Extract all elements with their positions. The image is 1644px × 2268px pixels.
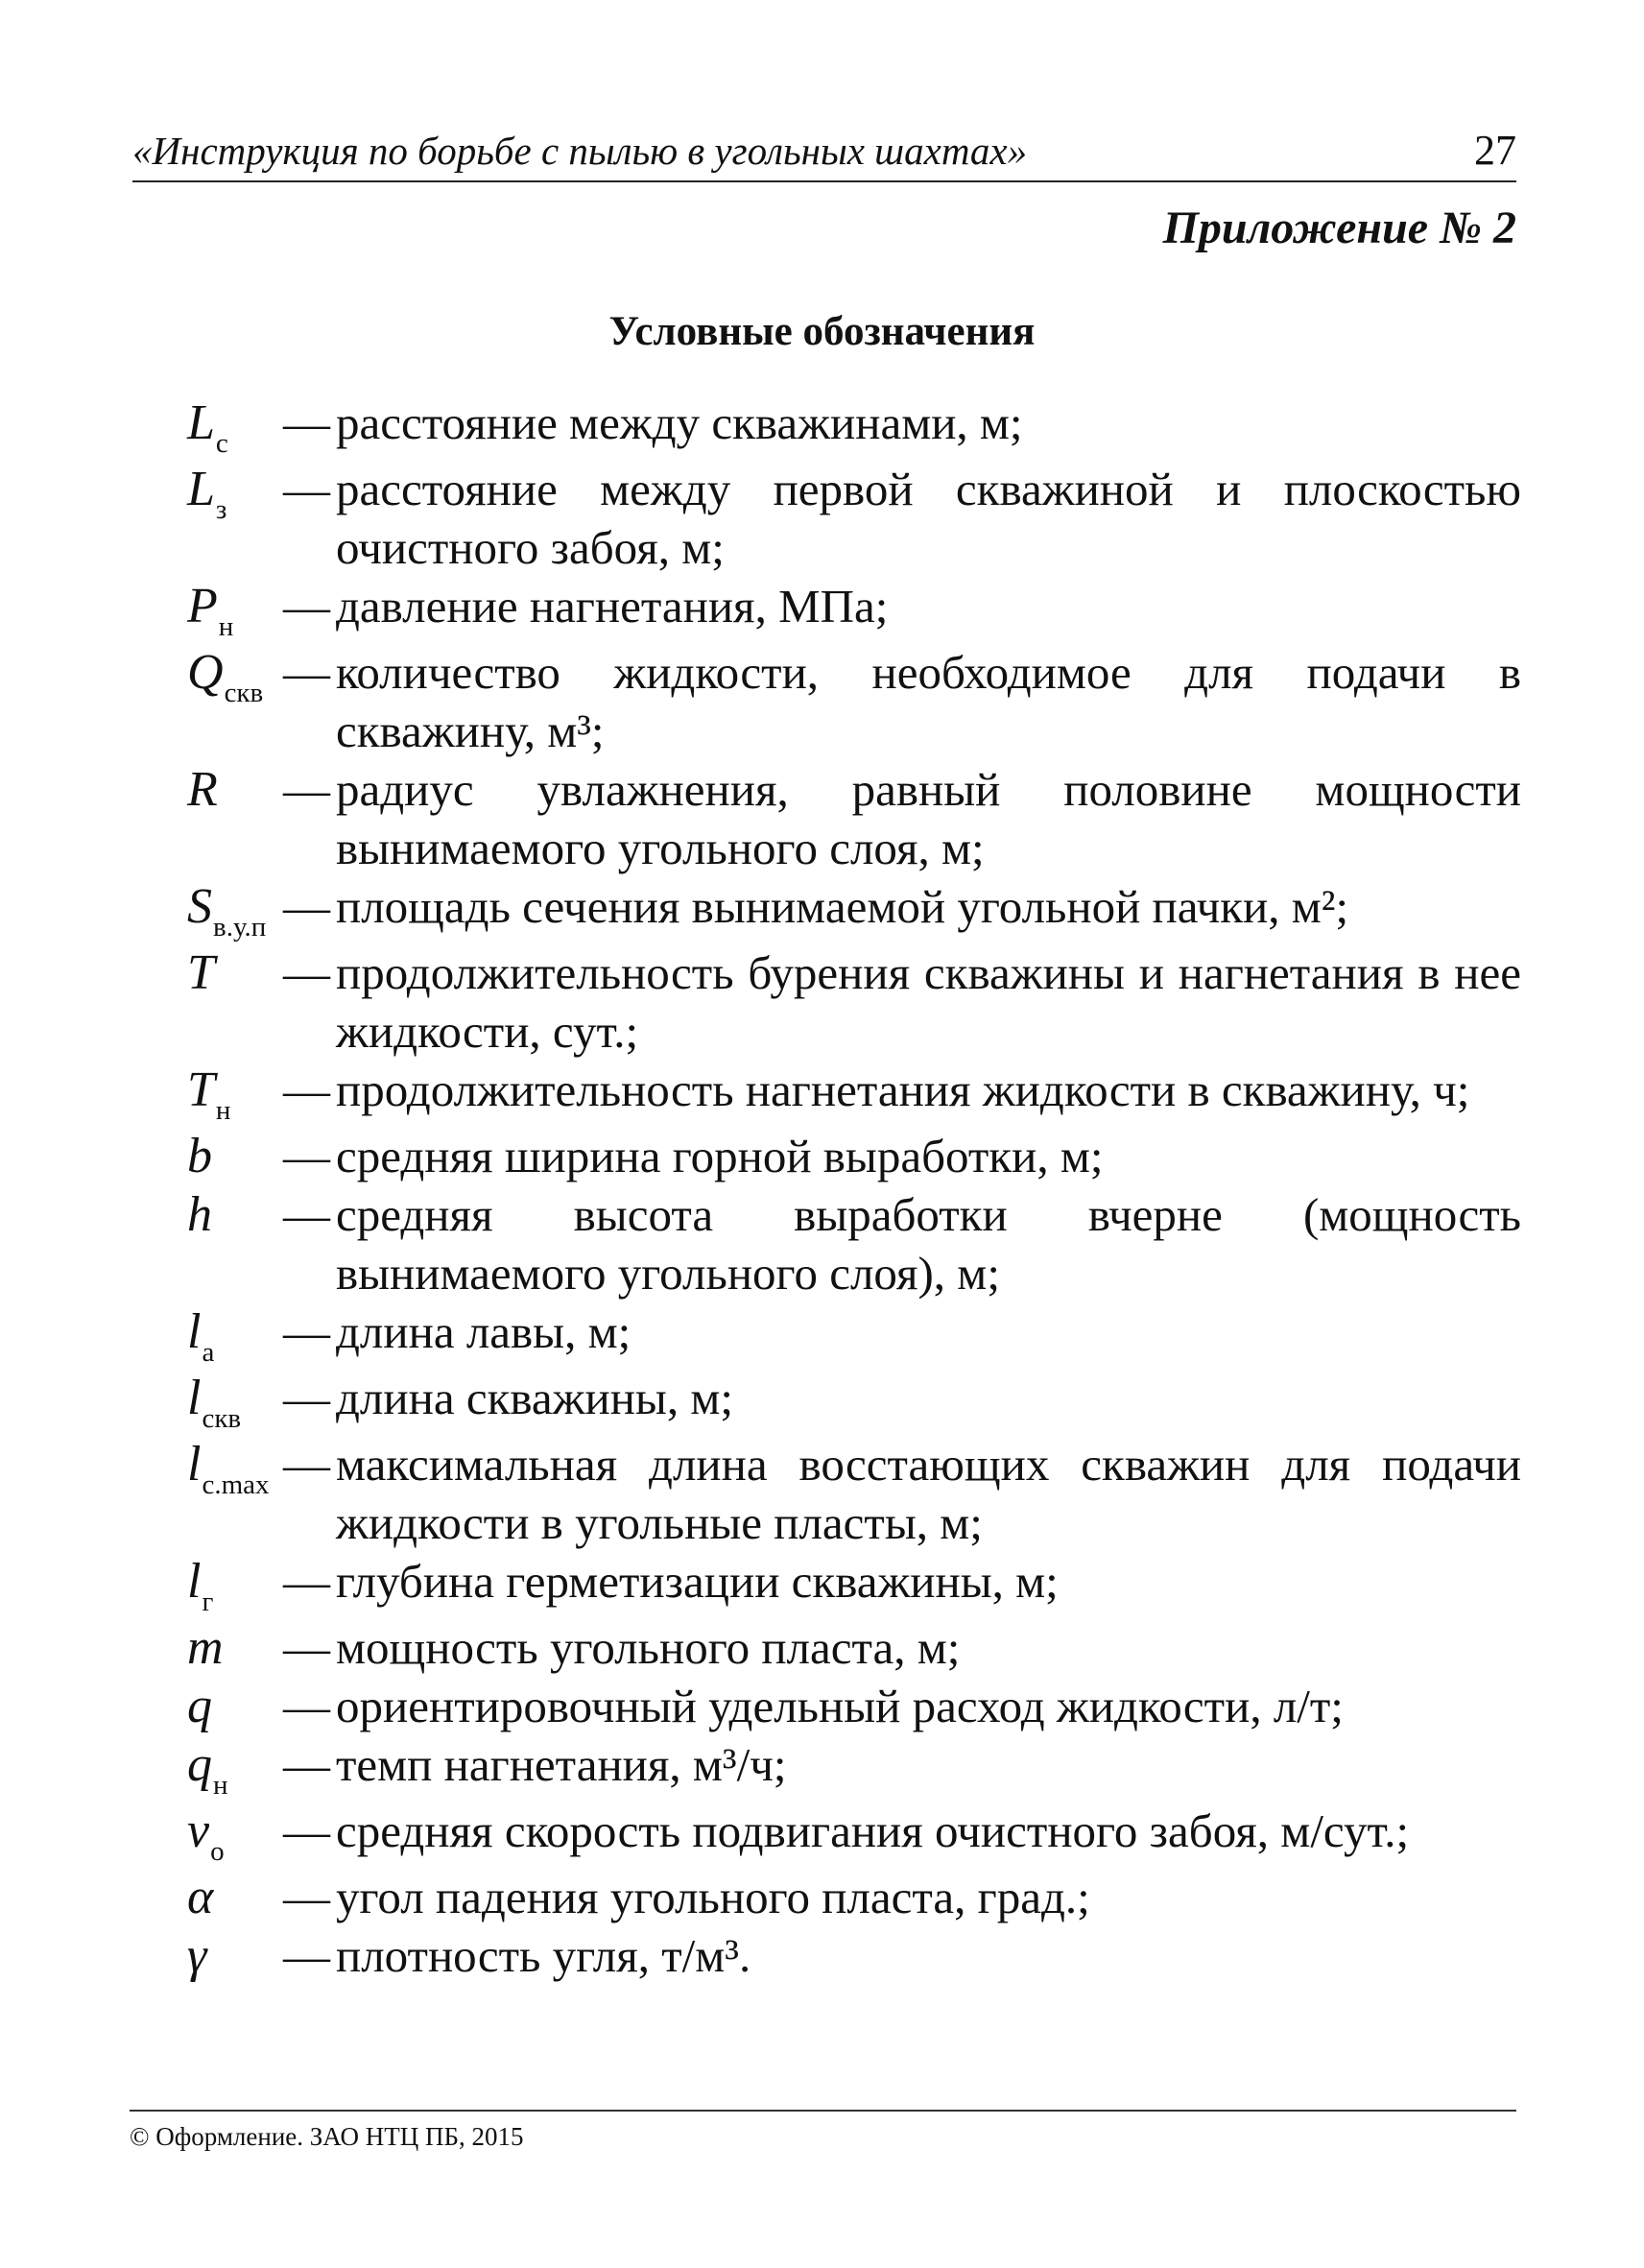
- legend-description: угол падения угольного пласта, град.;: [336, 1871, 1090, 1923]
- em-dash: —: [283, 880, 330, 933]
- symbol-subscript: скв: [224, 678, 264, 708]
- legend-symbol: [187, 760, 283, 819]
- legend-entry: [187, 577, 1521, 643]
- symbol-subscript: а: [202, 1337, 215, 1368]
- legend-entry: [187, 1677, 1521, 1735]
- symbol-subscript: с: [215, 428, 228, 459]
- legend-description: количество жидкости, необходимое для подачи в скважину, м³;: [336, 646, 1521, 757]
- legend-entry: [187, 1185, 1521, 1302]
- legend-symbol: [187, 1926, 283, 1985]
- symbol-letter: v: [187, 1803, 210, 1858]
- copyright-footer: © Оформление. ЗАО НТЦ ПБ, 2015: [130, 2122, 524, 2151]
- legend-description: максимальная длина восстающих скважин для подачи жидкости в угольные пласты, м;: [336, 1438, 1521, 1549]
- legend-entry: [187, 1735, 1521, 1802]
- legend-symbol: [187, 1735, 283, 1802]
- legend-description: глубина герметизации скважины, м;: [336, 1555, 1059, 1608]
- legend-description: длина лавы, м;: [336, 1305, 631, 1358]
- em-dash: —: [283, 580, 330, 633]
- em-dash: —: [283, 1929, 330, 1982]
- em-dash: —: [283, 1871, 330, 1923]
- legend-description: ориентировочный удельный расход жидкости, л/т;: [336, 1680, 1344, 1732]
- legend-description: плотность угля, т/м³.: [336, 1929, 751, 1982]
- document-title: «Инструкция по борьбе с пылью в угольных шахтах»: [132, 129, 1028, 173]
- legend-description: длина скважины, м;: [336, 1372, 733, 1424]
- legend-description: расстояние между первой скважиной и плоскостью очистного забоя, м;: [336, 463, 1521, 574]
- symbol-letter: T: [187, 945, 215, 1000]
- legend-entry: [187, 460, 1521, 577]
- symbol-subscript: з: [215, 494, 227, 525]
- symbol-subscript: г: [202, 1587, 214, 1617]
- legend-entry: [187, 877, 1521, 943]
- symbol-letter: l: [187, 1437, 202, 1492]
- symbol-subscript: н: [218, 611, 234, 642]
- page-number: 27: [1474, 127, 1516, 174]
- legend-symbol: [187, 577, 283, 643]
- symbol-subscript: н: [215, 1095, 231, 1126]
- symbol-subscript: скв: [202, 1403, 242, 1434]
- symbol-letter: R: [187, 762, 218, 817]
- legend-symbol: [187, 1061, 283, 1127]
- em-dash: —: [283, 1305, 330, 1358]
- legend-description: средняя ширина горной выработки, м;: [336, 1130, 1104, 1182]
- symbol-letter: γ: [187, 1928, 207, 1983]
- legend-entry: [187, 643, 1521, 760]
- em-dash: —: [283, 1130, 330, 1182]
- symbol-letter: l: [187, 1371, 202, 1425]
- em-dash: —: [283, 463, 330, 515]
- symbol-letter: h: [187, 1187, 212, 1242]
- em-dash: —: [283, 1372, 330, 1424]
- appendix-label: Приложение № 2: [1162, 203, 1516, 253]
- legend-description: средняя скорость подвигания очистного забоя, м/сут.;: [336, 1804, 1410, 1857]
- legend-symbol: [187, 877, 283, 943]
- legend-description: продолжительность нагнетания жидкости в скважину, ч;: [336, 1063, 1470, 1116]
- legend-symbol: [187, 1369, 283, 1435]
- legend-entry: [187, 1302, 1521, 1369]
- footer-divider: [130, 2110, 1516, 2112]
- legend-entry: [187, 1618, 1521, 1677]
- legend-description: расстояние между скважинами, м;: [336, 396, 1023, 449]
- legend-symbol: [187, 460, 283, 526]
- em-dash: —: [283, 1555, 330, 1608]
- symbol-letter: P: [187, 579, 218, 633]
- symbol-letter: m: [187, 1620, 224, 1675]
- legend-entry: [187, 760, 1521, 877]
- legend-symbol: [187, 943, 283, 1002]
- section-title: Условные обозначения: [608, 309, 1036, 354]
- legend-entry: [187, 1061, 1521, 1127]
- legend-entry: [187, 394, 1521, 460]
- symbol-letter: q: [187, 1679, 212, 1733]
- em-dash: —: [283, 396, 330, 449]
- legend-description: мощность угольного пласта, м;: [336, 1621, 961, 1674]
- symbol-letter: Q: [187, 645, 224, 700]
- legend-entry: [187, 1435, 1521, 1552]
- legend-entry: [187, 1926, 1521, 1985]
- symbol-letter: α: [187, 1870, 214, 1924]
- em-dash: —: [283, 1438, 330, 1491]
- em-dash: —: [283, 1680, 330, 1732]
- em-dash: —: [283, 1063, 330, 1116]
- symbols-legend: [187, 394, 1521, 1985]
- em-dash: —: [283, 763, 330, 816]
- em-dash: —: [283, 646, 330, 699]
- legend-entry: [187, 1369, 1521, 1435]
- legend-symbol: [187, 1677, 283, 1735]
- symbol-letter: b: [187, 1129, 212, 1183]
- legend-symbol: [187, 1185, 283, 1244]
- symbol-subscript: c.max: [202, 1469, 270, 1500]
- legend-symbol: [187, 1802, 283, 1868]
- legend-symbol: [187, 1552, 283, 1618]
- running-header: [132, 127, 1516, 182]
- legend-symbol: [187, 1302, 283, 1369]
- legend-entry: [187, 1868, 1521, 1926]
- legend-description: площадь сечения вынимаемой угольной пачки, м²;: [336, 880, 1349, 933]
- symbol-letter: S: [187, 879, 212, 934]
- em-dash: —: [283, 1804, 330, 1857]
- legend-symbol: [187, 1435, 283, 1501]
- legend-symbol: [187, 643, 283, 709]
- em-dash: —: [283, 1738, 330, 1791]
- em-dash: —: [283, 1621, 330, 1674]
- symbol-letter: l: [187, 1554, 202, 1609]
- symbol-letter: l: [187, 1304, 202, 1359]
- legend-description: продолжительность бурения скважины и нагнетания в нее жидкости, сут.;: [336, 946, 1521, 1058]
- symbol-letter: L: [187, 395, 215, 450]
- legend-symbol: [187, 1618, 283, 1677]
- legend-symbol: [187, 1868, 283, 1926]
- legend-symbol: [187, 394, 283, 460]
- legend-description: давление нагнетания, МПа;: [336, 580, 889, 633]
- symbol-subscript: о: [210, 1836, 225, 1867]
- symbol-letter: T: [187, 1062, 215, 1117]
- em-dash: —: [283, 946, 330, 999]
- legend-entry: [187, 943, 1521, 1061]
- symbol-subscript: в.у.п: [213, 912, 267, 943]
- legend-description: средняя высота выработки вчерне (мощность вынимаемого угольного слоя), м;: [336, 1188, 1521, 1300]
- symbol-subscript: н: [213, 1770, 228, 1801]
- symbol-letter: L: [187, 462, 215, 516]
- symbol-letter: q: [187, 1737, 212, 1792]
- legend-description: радиус увлажнения, равный половине мощности вынимаемого угольного слоя, м;: [336, 763, 1521, 874]
- em-dash: —: [283, 1188, 330, 1241]
- legend-entry: [187, 1127, 1521, 1185]
- legend-description: темп нагнетания, м³/ч;: [336, 1738, 787, 1791]
- legend-entry: [187, 1552, 1521, 1618]
- legend-entry: [187, 1802, 1521, 1868]
- legend-symbol: [187, 1127, 283, 1185]
